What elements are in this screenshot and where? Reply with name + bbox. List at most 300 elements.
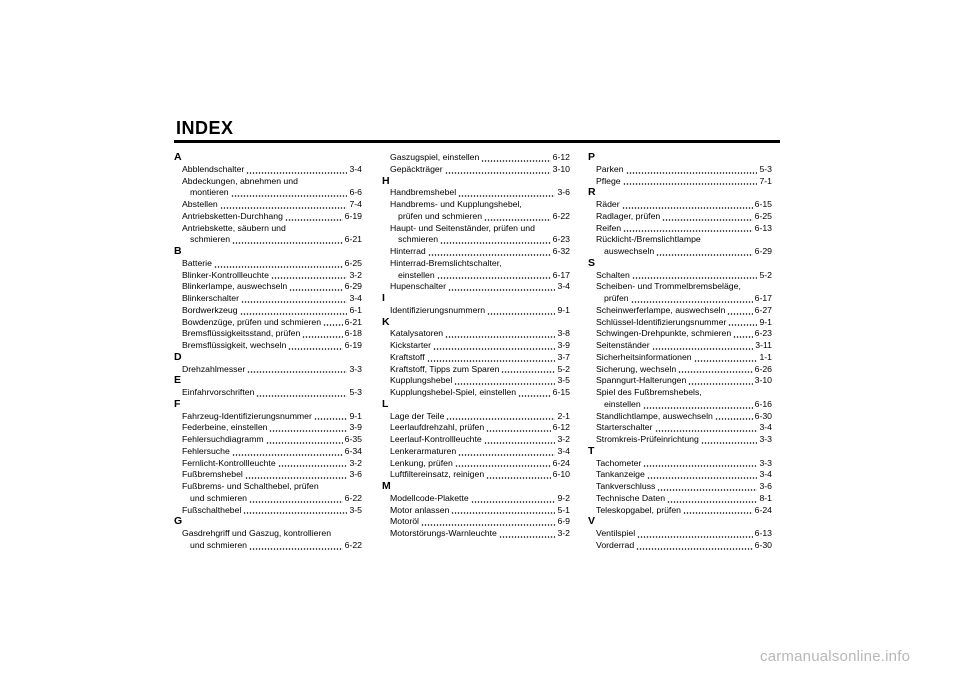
index-entry-text: prüfen [604, 293, 629, 303]
index-entry [588, 422, 772, 434]
index-entry [588, 305, 772, 317]
index-entry [174, 258, 362, 270]
page-number: 3-4 [349, 163, 362, 174]
leader-dots [643, 461, 757, 467]
index-entry-text: Spanngurt-Halterungen [596, 375, 687, 386]
index-entry-text: Kupplungshebel [390, 375, 453, 386]
leader-dots [655, 426, 758, 432]
index-entry [174, 446, 362, 458]
index-entry [382, 223, 570, 247]
leader-dots [445, 332, 555, 338]
index-entry [588, 375, 772, 387]
page-number: 6-17 [754, 293, 772, 303]
leader-dots [232, 238, 343, 244]
leader-dots [501, 367, 555, 373]
index-entry [382, 199, 570, 223]
index-entry-text: Standlichtlampe, auswechseln [596, 410, 713, 421]
page-number: 3-2 [557, 434, 570, 444]
index-entry [382, 387, 570, 399]
leader-dots [636, 544, 752, 550]
index-column-3 [588, 152, 772, 552]
page-number: 5-2 [557, 363, 570, 374]
index-entry [174, 422, 362, 434]
index-entry-text: Spiel des Fußbremshebels, [596, 387, 702, 397]
index-entry-text: Hupenschalter [390, 281, 447, 292]
page-number: 6-27 [754, 304, 772, 315]
index-entry-text: Räder [596, 199, 620, 209]
index-entry [382, 516, 570, 528]
page-number: 3-8 [557, 328, 570, 339]
index-entry-text: Schwingen-Drehpunkte, schmieren [596, 328, 732, 339]
index-entry [382, 422, 570, 434]
index-entry-text: Fehlersuche [182, 445, 230, 456]
section-letter: H [382, 174, 390, 187]
index-entry-text: Bordwerkzeug [182, 304, 238, 315]
section-letter: R [588, 186, 596, 199]
index-entry-text: Handbrems- und Kupplungshebel, [390, 199, 522, 209]
leader-dots [623, 226, 752, 232]
page-number: 6-18 [344, 328, 362, 339]
leader-dots [701, 438, 758, 444]
index-entry [174, 223, 362, 247]
index-entry-text: Teleskopgabel, prüfen [596, 504, 682, 515]
section-letter: A [174, 151, 182, 163]
index-entry [588, 528, 772, 540]
index-entry [174, 469, 362, 481]
leader-dots [683, 508, 753, 514]
index-entry-text: Kraftstoff, Tipps zum Sparen [390, 363, 500, 374]
page-number: 6-6 [349, 187, 362, 198]
index-entry-text: Tankverschluss [596, 481, 656, 491]
index-entry [174, 199, 362, 211]
index-entry-text: Scheiben- und Trommelbremsbeläge, [596, 281, 741, 292]
leader-dots [622, 203, 753, 209]
index-entry [174, 270, 362, 282]
leader-dots [249, 497, 343, 503]
index-entry [588, 176, 772, 188]
index-entry-text: Sicherheitsinformationen [596, 351, 692, 362]
index-entry-text: Lenkerarmaturen [390, 445, 457, 456]
index-entry-text: Motor anlassen [390, 504, 450, 515]
index-entry-text: Haupt- und Seitenständer, prüfen und [390, 222, 535, 233]
leader-dots [445, 168, 551, 174]
index-entry-text: Gaszugspiel, einstellen [390, 152, 480, 162]
index-entry-text: Abstellen [182, 199, 218, 209]
index-entry [174, 305, 362, 317]
leader-dots [455, 461, 551, 467]
index-entry-text: auswechseln [604, 246, 655, 256]
watermark: carmanualsonline.info [760, 648, 911, 665]
leader-dots [458, 450, 555, 456]
page-number: 3-4 [759, 469, 772, 480]
index-entry [174, 340, 362, 352]
page-number: 3-4 [557, 281, 570, 292]
section-letter: F [174, 397, 181, 410]
index-entry [588, 411, 772, 423]
index-entry [588, 281, 772, 305]
index-entry-text: Batterie [182, 257, 212, 268]
index-entry [588, 234, 772, 258]
index-entry [382, 458, 570, 470]
index-entry [588, 434, 772, 446]
index-entry [588, 540, 772, 552]
index-entry [174, 211, 362, 223]
page-number: 3-5 [349, 504, 362, 515]
index-entry [174, 411, 362, 423]
page-number: 6-32 [552, 246, 570, 256]
index-entry-text: Reifen [596, 222, 622, 233]
index-entry [382, 505, 570, 517]
page-number: 6-16 [754, 398, 772, 409]
index-entry [382, 434, 570, 446]
index-entry-text: Bremsflüssigkeit, wechseln [182, 340, 287, 350]
leader-dots [220, 203, 348, 209]
index-entry-text: Bowdenzüge, prüfen und schmieren [182, 316, 322, 327]
index-entry-text: Ventilspiel [596, 528, 636, 538]
leader-dots [667, 497, 757, 503]
page-number: 6-24 [552, 457, 570, 468]
index-entry-text: Leerlauf-Kontrollleuchte [390, 434, 482, 444]
page-number: 2-1 [557, 410, 570, 421]
section-letter: T [588, 444, 595, 457]
page-number: 5-1 [557, 504, 570, 515]
section-letter: V [588, 515, 596, 528]
leader-dots [484, 215, 551, 221]
index-entry [588, 199, 772, 211]
index-entry-text: Motoröl [390, 516, 419, 527]
index-entry-text: schmieren [398, 234, 439, 245]
index-entry-text: Handbremshebel [390, 187, 457, 198]
page-number: 6-22 [344, 539, 362, 550]
index-entry [174, 164, 362, 176]
index-entry-text: Lage der Teile [390, 410, 445, 421]
section-letter: L [382, 397, 389, 410]
section-letter: B [174, 245, 182, 257]
index-entry [588, 270, 772, 282]
index-entry [174, 176, 362, 200]
index-entry-text: Rücklicht-/Bremslichtlampe [596, 234, 701, 245]
page-number: 6-15 [754, 199, 772, 209]
index-entry-text: Gasdrehgriff und Gaszug, kontrollieren [182, 528, 332, 538]
index-entry [588, 469, 772, 481]
page-number: 3-10 [552, 163, 570, 174]
leader-dots [499, 532, 556, 538]
index-entry-text: Blinkerschalter [182, 293, 239, 303]
leader-dots [727, 309, 752, 315]
index-entry [588, 387, 772, 411]
page-number: 9-1 [759, 316, 772, 327]
page-number: 3-4 [759, 422, 772, 433]
leader-dots [232, 450, 343, 456]
index-entry-text: Motorstörungs-Warnleuchte [390, 528, 497, 538]
page-number: 6-19 [344, 340, 362, 350]
index-entry-text: Identifizierungsnummern [390, 304, 486, 315]
page-number: 6-22 [552, 210, 570, 221]
index-entry-text: Fußschalthebel [182, 504, 242, 515]
leader-dots [428, 250, 551, 256]
index-entry [382, 375, 570, 387]
index-entry [382, 364, 570, 376]
leader-dots [688, 379, 752, 385]
index-entry [174, 387, 362, 399]
index-entry [174, 293, 362, 305]
index-entry-text: Fahrzeug-Identifizierungsnummer [182, 410, 312, 421]
index-entry [174, 434, 362, 446]
index-entry [588, 352, 772, 364]
leader-dots [656, 250, 752, 256]
leader-dots [271, 273, 348, 279]
index-entry [382, 164, 570, 176]
index-entry [588, 211, 772, 223]
index-entry-text: Hinterrad-Bremslichtschalter, [390, 257, 502, 268]
page-number: 5-3 [759, 163, 772, 174]
leader-dots [285, 215, 343, 221]
index-entry [382, 352, 570, 364]
index-entry [588, 493, 772, 505]
index-entry-text: einstellen [398, 269, 435, 280]
leader-dots [631, 297, 753, 303]
section-letter: I [382, 292, 385, 304]
index-entry [588, 458, 772, 470]
page-number: 6-23 [754, 328, 772, 339]
page-number: 6-29 [754, 246, 772, 256]
index-entry [382, 281, 570, 293]
leader-dots [715, 414, 753, 420]
page-number: 6-29 [344, 281, 362, 292]
leader-dots [647, 473, 758, 479]
page-number: 6-10 [552, 469, 570, 480]
index-entry [382, 152, 570, 164]
leader-dots [518, 391, 551, 397]
leader-dots [643, 403, 753, 409]
leader-dots [421, 520, 555, 526]
leader-dots [266, 438, 343, 444]
index-entry-text: Lenkung, prüfen [390, 457, 453, 468]
section-letter: G [174, 515, 183, 528]
leader-dots [241, 297, 347, 303]
index-entry [382, 305, 570, 317]
page-number: 6-9 [557, 516, 570, 527]
leader-dots [433, 344, 555, 350]
index-entry-text: Leerlaufdrehzahl, prüfen [390, 422, 485, 433]
index-entry [382, 340, 570, 352]
index-entry-text: Fehlersuchdiagramm [182, 434, 264, 444]
page-number: 6-17 [552, 269, 570, 280]
leader-dots [637, 532, 752, 538]
leader-dots [623, 179, 758, 185]
page-number: 7-4 [349, 199, 362, 209]
index-entry-text: Starterschalter [596, 422, 653, 433]
leader-dots [247, 367, 347, 373]
index-entry-text: Luftfiltereinsatz, reinigen [390, 469, 485, 480]
index-entry [588, 328, 772, 340]
index-entry-text: Technische Daten [596, 492, 666, 503]
index-entry [588, 505, 772, 517]
page-number: 3-11 [755, 340, 772, 350]
page-number: 3-2 [349, 269, 362, 280]
leader-dots [694, 356, 758, 362]
index-entry [588, 317, 772, 329]
index-entry [588, 481, 772, 493]
index-entry-text: Blinker-Kontrollleuchte [182, 269, 269, 280]
index-entry-text: Gepäckträger [390, 163, 443, 174]
leader-dots [626, 168, 758, 174]
index-entry [382, 469, 570, 481]
page-number: 6-35 [344, 434, 362, 444]
page-number: 9-1 [557, 304, 570, 315]
page-number: 6-12 [552, 152, 570, 162]
page-number: 3-10 [754, 375, 772, 386]
page-number: 5-2 [759, 269, 772, 280]
index-entry-text: Fußbrems- und Schalthebel, prüfen [182, 481, 319, 491]
leader-dots [446, 414, 555, 420]
leader-dots [246, 168, 347, 174]
section-letter: K [382, 315, 390, 328]
page-number: 3-3 [349, 363, 362, 374]
page-number: 3-9 [349, 422, 362, 433]
index-entry-text: Parken [596, 163, 624, 174]
page-number: 6-13 [754, 222, 772, 233]
page-number: 3-5 [557, 375, 570, 386]
index-entry [382, 493, 570, 505]
index-entry [382, 528, 570, 540]
index-entry-text: Kraftstoff [390, 351, 425, 362]
index-entry-text: Pflege [596, 175, 621, 186]
index-entry [174, 505, 362, 517]
index-column-1 [174, 152, 362, 552]
page-number: 6-25 [754, 210, 772, 221]
index-entry-text: prüfen und schmieren [398, 210, 483, 221]
page-number: 6-22 [344, 492, 362, 503]
title-rule [174, 140, 780, 143]
leader-dots [249, 544, 343, 550]
page-number: 6-21 [344, 316, 362, 327]
page-number: 3-2 [557, 528, 570, 538]
leader-dots [314, 414, 348, 420]
index-entry-text: Scheinwerferlampe, auswechseln [596, 304, 726, 315]
page-number: 6-25 [344, 257, 362, 268]
section-letter: S [588, 256, 596, 269]
section-letter: E [174, 374, 182, 387]
index-entry-text: Vorderrad [596, 539, 635, 550]
index-entry-text: Kupplungshebel-Spiel, einstellen [390, 387, 517, 397]
index-entry-text: Abblendschalter [182, 163, 245, 174]
leader-dots [437, 273, 551, 279]
page-number: 6-23 [552, 234, 570, 245]
leader-dots [323, 320, 343, 326]
page-number: 6-21 [344, 234, 362, 245]
index-entry-text: Blinkerlampe, auswechseln [182, 281, 288, 292]
index-entry [382, 258, 570, 282]
index-entry-text: schmieren [190, 234, 231, 245]
page-number: 6-19 [344, 210, 362, 221]
leader-dots [231, 191, 348, 197]
index-entry-text: Bremsflüssigkeitsstand, prüfen [182, 328, 301, 339]
page-number: 3-4 [349, 293, 362, 303]
page-number: 3-2 [349, 457, 362, 468]
leader-dots [240, 309, 348, 315]
page-number: 1-1 [759, 351, 772, 362]
leader-dots [632, 273, 758, 279]
leader-dots [657, 485, 757, 491]
index-entry-text: Fußbremshebel [182, 469, 243, 480]
index-entry [382, 187, 570, 199]
section-letter: P [588, 151, 596, 163]
index-entry-text: Abdeckungen, abnehmen und [182, 175, 298, 186]
index-entry [174, 528, 362, 552]
leader-dots [451, 508, 555, 514]
leader-dots [243, 508, 347, 514]
leader-dots [454, 379, 555, 385]
page-number: 6-1 [349, 304, 362, 315]
index-entry-text: Einfahrvorschriften [182, 387, 255, 397]
index-entry-text: Drehzahlmesser [182, 363, 246, 374]
leader-dots [289, 285, 342, 291]
index-entry-text: einstellen [604, 398, 641, 409]
leader-dots [471, 497, 556, 503]
index-entry-text: und schmieren [190, 492, 247, 503]
page-number: 6-26 [754, 363, 772, 374]
page-number: 8-1 [759, 492, 772, 503]
index-entry-text: Hinterrad [390, 246, 426, 256]
index-entry [588, 364, 772, 376]
index-entry [174, 458, 362, 470]
index-entry-text: Schalten [596, 269, 630, 280]
index-entry-text: Tachometer [596, 457, 642, 468]
index-entry-text: montieren [190, 187, 229, 198]
leader-dots [302, 332, 342, 338]
page-number: 3-6 [759, 481, 772, 491]
index-entry [588, 340, 772, 352]
index-entry-text: Kickstarter [390, 340, 432, 350]
index-entry-text: Radlager, prüfen [596, 210, 661, 221]
index-entry [588, 164, 772, 176]
page-number: 9-1 [349, 410, 362, 421]
page-number: 3-4 [557, 445, 570, 456]
index-entry-text: Fernlicht-Kontrollleuchte [182, 457, 276, 468]
leader-dots [486, 426, 550, 432]
page-number: 3-7 [557, 351, 570, 362]
leader-dots [440, 238, 551, 244]
page-number: 7-1 [759, 175, 772, 186]
index-entry [588, 223, 772, 235]
page-number: 3-9 [557, 340, 570, 350]
leader-dots [427, 356, 556, 362]
index-entry-text: Antriebskette, säubern und [182, 222, 286, 233]
leader-dots [484, 438, 556, 444]
page-title: INDEX [176, 118, 234, 138]
leader-dots [256, 391, 347, 397]
page-number: 6-12 [552, 422, 570, 433]
index-entry [174, 281, 362, 293]
index-entry-text: Katalysatoren [390, 328, 444, 339]
page-number: 3-3 [759, 434, 772, 444]
page-number: 6-24 [754, 504, 772, 515]
index-entry-text: Stromkreis-Prüfeinrichtung [596, 434, 699, 444]
leader-dots [486, 473, 550, 479]
index-entry-text: Schlüssel-Identifizierungsnummer [596, 316, 727, 327]
index-entry-text: Modellcode-Plakette [390, 492, 469, 503]
leader-dots [214, 262, 343, 268]
index-entry [174, 364, 362, 376]
page-number: 6-30 [754, 410, 772, 421]
leader-dots [678, 367, 752, 373]
leader-dots [487, 309, 555, 315]
leader-dots [481, 156, 550, 162]
leader-dots [652, 344, 754, 350]
index-entry [382, 411, 570, 423]
page-number: 5-3 [349, 387, 362, 397]
